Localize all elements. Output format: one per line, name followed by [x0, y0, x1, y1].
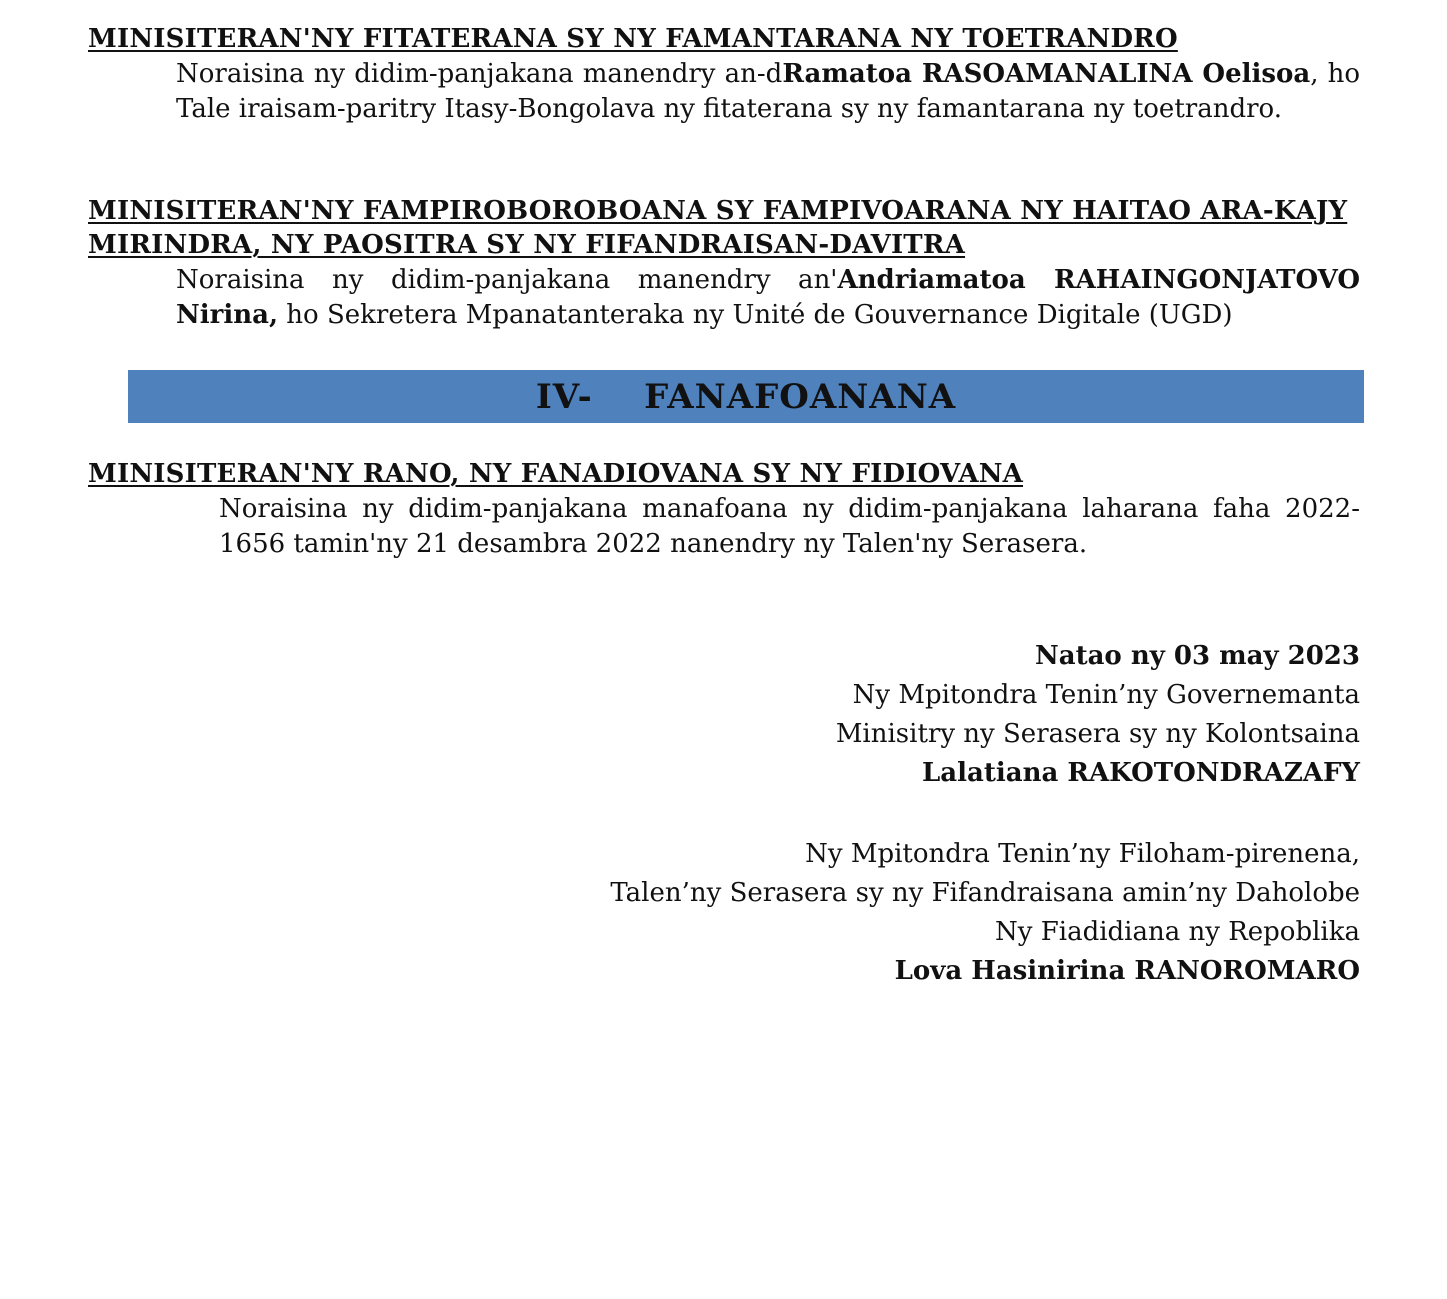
paragraph-text-after: , ho Tale iraisam-paritry Itasy-Bongolava ny fitaterana sy ny famantarana ny toetrandro.	[176, 59, 1360, 124]
section-paragraph-digital	[176, 263, 1360, 332]
signature-role-line3: Ny Fiadidiana ny Repoblika	[995, 917, 1360, 947]
signature-role-line1: Ny Mpitondra Tenin’ny Governemanta	[852, 680, 1360, 710]
appointee-name: Andriamatoa RAHAINGONJATOVO Nirina,	[176, 265, 1361, 330]
signature-role-line1: Ny Mpitondra Tenin’ny Filoham-pirenena,	[805, 839, 1360, 869]
section-heading-water: MINISITERAN'NY RANO, NY FANADIOVANA SY NY FIDIOVANA	[88, 459, 1024, 489]
signature-date: Natao ny 03 may 2023	[1034, 641, 1360, 671]
signatory-name: Lova Hasinirina RANOROMARO	[894, 956, 1360, 986]
section-heading-transport: MINISITERAN'NY FITATERANA SY NY FAMANTARANA NY TOETRANDRO	[88, 24, 1178, 54]
section-paragraph-water: Noraisina ny didim-panjakana manafoana ny didim-panjakana laharana faha 2022-1656 tamin'ny 21 desambra 2022 nanendry ny Talen'ny Serasera.	[219, 494, 1360, 559]
signature-role-line2: Talen’ny Serasera sy ny Fifandraisana amin’ny Daholobe	[610, 878, 1360, 908]
section-paragraph-transport	[176, 57, 1360, 126]
signature-block-government	[836, 637, 1360, 793]
signatory-name: Lalatiana RAKOTONDRAZAFY	[922, 758, 1360, 788]
section-heading-digital-line1: MINISITERAN'NY FAMPIROBOROBOANA SY FAMPIVOARANA NY HAITAO ARA-KAJY	[88, 196, 1348, 226]
paragraph-text-after: ho Sekretera Mpanatanteraka ny Unité de Gouvernance Digitale (UGD)	[278, 299, 1233, 330]
signature-block-presidency	[610, 835, 1360, 991]
section-banner	[128, 370, 1364, 423]
section-heading-digital-line2: MIRINDRA, NY PAOSITRA SY NY FIFANDRAISAN-DAVITRA	[88, 230, 966, 260]
paragraph-text-before: Noraisina ny didim-panjakana manendry an-d	[176, 59, 783, 89]
paragraph-text-before: Noraisina ny didim-panjakana manendry an'	[176, 265, 838, 295]
section-banner-title: IV- FANAFOANANA	[535, 376, 957, 417]
signature-role-line2: Minisitry ny Serasera sy ny Kolontsaina	[835, 719, 1360, 749]
appointee-name: Ramatoa RASOAMANALINA Oelisoa	[782, 59, 1311, 89]
